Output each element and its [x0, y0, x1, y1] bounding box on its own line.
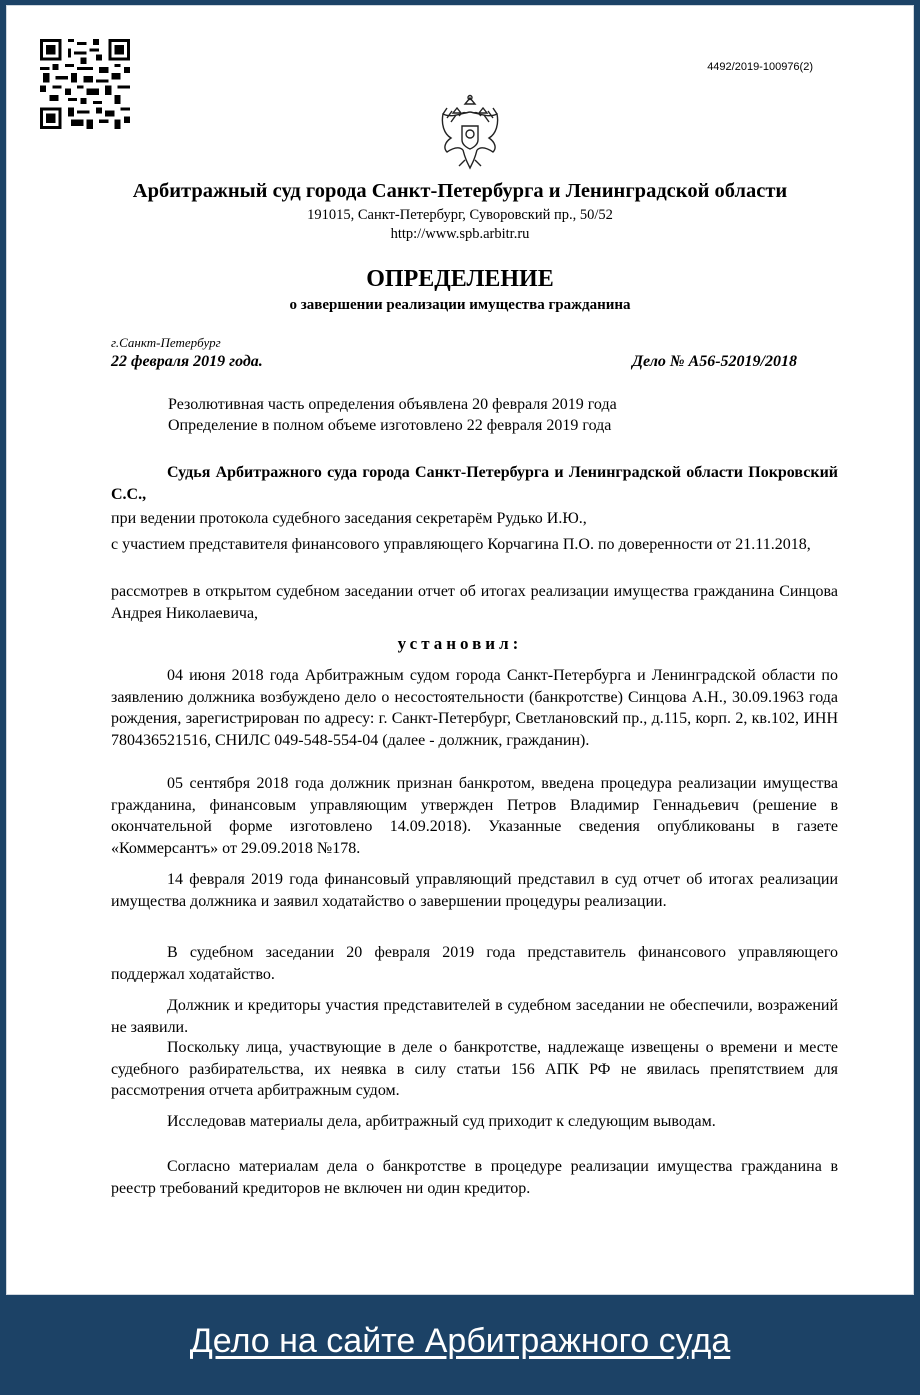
prepared-line: Определение в полном объеме изготовлено 22 февраля 2019 года [168, 417, 612, 434]
body-paragraph: 05 сентября 2018 года должник признан банкротом, введена процедура реализации имущества гражданина, финансовым управляющим утвержден Петров Владимир Геннадьевич (решение в окончательной форме изготовлено 14.09.2018). Указанные сведения опубликованы в газете «Коммерсантъ» от 29.09.2018 №178. [111, 775, 838, 857]
participation-paragraph: с участием представителя финансового управляющего Корчагина П.О. по доверенности от 21.11.2018, [111, 536, 811, 553]
footer-banner [0, 1322, 920, 1361]
body-paragraph: В судебном заседании 20 февраля 2019 года представитель финансового управляющего поддержал ходатайство. [111, 944, 838, 983]
document-page [6, 5, 914, 1295]
body-paragraph: 04 июня 2018 года Арбитражным судом города Санкт-Петербурга и Ленинградской области по заявлению должника возбуждено дело о несостоятельности (банкротстве) Синцова А.Н., 30.09.1963 года рождения, зарегистрирован по адресу: г. Санкт-Петербург, Светлановский пр., д.115, корп. 2, кв.102, ИНН 780436521516, СНИЛС 049-548-554-04 (далее - должник, гражданин). [111, 667, 838, 749]
body-paragraph: Исследовав материалы дела, арбитражный суд приходит к следующим выводам. [167, 1113, 716, 1130]
court-case-link[interactable]: Дело на сайте Арбитражного суда [189, 1322, 731, 1360]
judge-paragraph: Судья Арбитражного суда города Санкт-Петербурга и Ленинградской области Покровский С.С., [111, 464, 838, 503]
court-website: http://www.spb.arbitr.ru [390, 226, 530, 242]
qr-code-icon [40, 39, 130, 129]
announcement-line: Резолютивная часть определения объявлена 20 февраля 2019 года [168, 396, 617, 413]
court-address: 191015, Санкт-Петербург, Суворовский пр., 50/52 [307, 207, 613, 223]
document-subtitle: о завершении реализации имущества гражданина [289, 297, 631, 313]
body-paragraph: Должник и кредиторы участия представителей в судебном заседании не обеспечили, возражений не заявили. [111, 997, 838, 1036]
case-number: Дело № А56-52019/2018 [632, 353, 797, 370]
established-heading: установил: [397, 634, 523, 653]
coat-of-arms-icon [435, 94, 505, 172]
document-reference-number: 4492/2019-100976(2) [707, 61, 813, 73]
document-title: ОПРЕДЕЛЕНИЕ [366, 266, 554, 292]
body-paragraph: Согласно материалам дела о банкротстве в процедуре реализации имущества гражданина в реестр требований кредиторов не включен ни один кредитор. [111, 1158, 838, 1197]
document-date: 22 февраля 2019 года. [111, 353, 263, 370]
court-name: Арбитражный суд города Санкт-Петербурга и Ленинградской области [132, 180, 788, 202]
considered-paragraph: рассмотрев в открытом судебном заседании отчет об итогах реализации имущества гражданина Синцова Андрея Николаевича, [111, 583, 838, 622]
body-paragraph: Поскольку лица, участвующие в деле о банкротстве, надлежаще извещены о времени и месте судебного разбирательства, их неявка в силу статьи 156 АПК РФ не явилась препятствием для рассмотрения отчета арбитражным судом. [111, 1039, 838, 1099]
body-paragraph: 14 февраля 2019 года финансовый управляющий представил в суд отчет об итогах реализации имущества должника и заявил ходатайство о завершении процедуры реализации. [111, 871, 838, 910]
document-city: г.Санкт-Петербург [111, 335, 221, 350]
secretary-paragraph: при ведении протокола судебного заседания секретарём Рудько И.Ю., [111, 510, 587, 527]
